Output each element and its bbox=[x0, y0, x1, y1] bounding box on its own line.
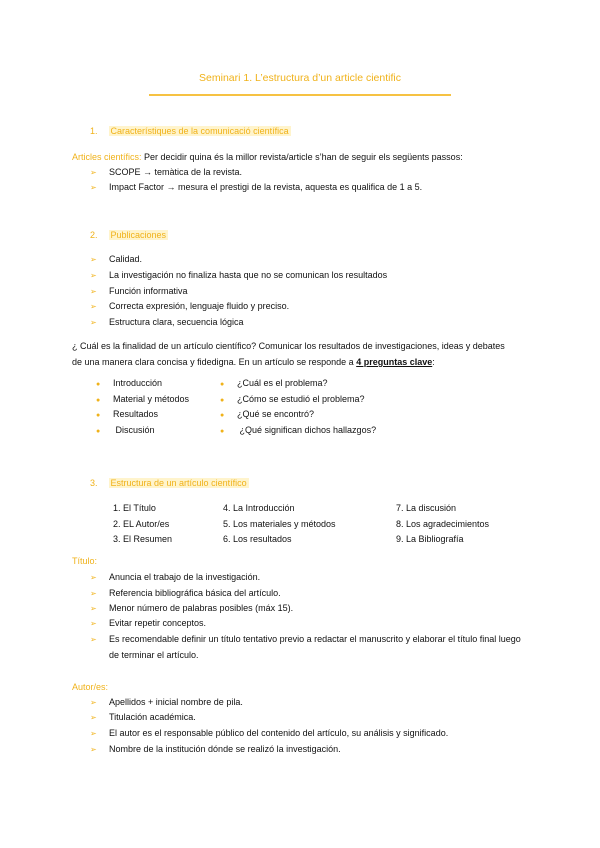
list-item bbox=[96, 425, 155, 435]
arrow-bullet-icon: ➢ bbox=[90, 573, 97, 582]
structure-item: 4. La Introducción bbox=[223, 503, 295, 513]
section-2-heading bbox=[90, 230, 168, 240]
title-underline bbox=[149, 94, 451, 96]
arrow-bullet-icon: ➢ bbox=[90, 635, 97, 644]
list-item bbox=[90, 182, 422, 192]
dot-bullet-icon: ● bbox=[96, 412, 101, 419]
list-item-text: Calidad. bbox=[109, 254, 143, 264]
structure-item: 9. La Bibliografía bbox=[396, 534, 464, 544]
lead-label: Articles científics: bbox=[72, 152, 142, 162]
list-item bbox=[220, 394, 365, 404]
dot-bullet-icon: ● bbox=[220, 381, 225, 388]
lead-text: Per decidir quina és la millor revista/article s’han de seguir els següents passos: bbox=[141, 152, 463, 162]
list-item bbox=[220, 425, 376, 435]
list-item bbox=[220, 409, 314, 419]
list-item bbox=[90, 603, 293, 613]
list-item-text: Titulación académica. bbox=[109, 712, 196, 722]
list-item-text: ¿Cuál es el problema? bbox=[237, 378, 328, 388]
list-item-text: Discusión bbox=[113, 425, 155, 435]
arrow-bullet-icon: ➢ bbox=[90, 168, 97, 177]
document-title: Seminari 1. L’estructura d’un article cientific bbox=[199, 72, 401, 84]
list-item bbox=[90, 618, 206, 628]
section-3-title: Estructura de un artículo científico bbox=[110, 478, 247, 488]
list-item-text: SCOPE → temàtica de la revista. bbox=[109, 167, 243, 177]
arrow-bullet-icon: ➢ bbox=[90, 713, 97, 722]
list-item bbox=[90, 317, 244, 327]
arrow-bullet-icon: ➢ bbox=[90, 745, 97, 754]
arrow-bullet-icon: ➢ bbox=[90, 729, 97, 738]
list-item bbox=[90, 301, 289, 311]
dot-bullet-icon: ● bbox=[96, 397, 101, 404]
structure-item: 7. La discusión bbox=[396, 503, 457, 513]
section-1-lead bbox=[72, 152, 463, 162]
list-item-text: Referencia bibliográfica básica del artículo. bbox=[109, 588, 281, 598]
list-item bbox=[220, 378, 328, 388]
list-item-text: Correcta expresión, lenguaje fluido y preciso. bbox=[109, 301, 290, 311]
dot-bullet-icon: ● bbox=[220, 428, 225, 435]
list-item bbox=[90, 286, 188, 296]
arrow-bullet-icon: ➢ bbox=[90, 287, 97, 296]
arrow-bullet-icon: ➢ bbox=[90, 698, 97, 707]
list-item-continuation: de terminar el artículo. bbox=[109, 650, 199, 660]
structure-item: 2. EL Autor/es bbox=[113, 519, 170, 529]
paragraph-colon: : bbox=[432, 357, 435, 367]
section-3-heading bbox=[90, 478, 249, 488]
list-item bbox=[90, 634, 521, 644]
section-1-heading bbox=[90, 126, 291, 136]
list-item bbox=[90, 167, 242, 177]
list-item bbox=[96, 409, 158, 419]
list-item-text: Es recomendable definir un título tentativo previo a redactar el manuscrito y elaborar el título final luego bbox=[109, 634, 521, 644]
list-item-text: Apellidos + inicial nombre de pila. bbox=[109, 697, 243, 707]
structure-item: 5. Los materiales y métodos bbox=[223, 519, 336, 529]
arrow-bullet-icon: ➢ bbox=[90, 271, 97, 280]
list-item-text: ¿Cómo se estudió el problema? bbox=[237, 394, 365, 404]
section-2-title: Publicaciones bbox=[110, 230, 167, 240]
list-item-text: Nombre de la institución dónde se realizó la investigación. bbox=[109, 744, 341, 754]
autores-label: Autor/es: bbox=[72, 682, 109, 692]
purpose-paragraph-line-2 bbox=[72, 357, 435, 367]
structure-item: 3. El Resumen bbox=[113, 534, 173, 544]
list-item-text: Estructura clara, secuencia lógica bbox=[109, 317, 244, 327]
arrow-bullet-icon: ➢ bbox=[90, 183, 97, 192]
key-questions-emphasis: 4 preguntas clave bbox=[356, 357, 433, 367]
purpose-paragraph-line-1: ¿ Cuál es la finalidad de un artículo científico? Comunicar los resultados de investigaciones, ideas y debates bbox=[72, 341, 505, 351]
arrow-bullet-icon: ➢ bbox=[90, 604, 97, 613]
list-item-text: La investigación no finaliza hasta que no se comunican los resultados bbox=[109, 270, 388, 280]
arrow-bullet-icon: ➢ bbox=[90, 318, 97, 327]
list-item bbox=[90, 270, 387, 280]
arrow-bullet-icon: ➢ bbox=[90, 255, 97, 264]
arrow-bullet-icon: ➢ bbox=[90, 302, 97, 311]
list-item bbox=[96, 378, 162, 388]
list-item bbox=[90, 588, 281, 598]
list-item-text: ¿Qué se encontró? bbox=[237, 409, 315, 419]
dot-bullet-icon: ● bbox=[220, 397, 225, 404]
structure-item: 6. Los resultados bbox=[223, 534, 292, 544]
list-item bbox=[90, 728, 448, 738]
list-item-text: El autor es el responsable público del contenido del artículo, su análisis y significado. bbox=[109, 728, 449, 738]
list-item bbox=[90, 712, 196, 722]
dot-bullet-icon: ● bbox=[220, 412, 225, 419]
titulo-label: Título: bbox=[72, 556, 98, 566]
list-item-text: Material y métodos bbox=[113, 394, 190, 404]
dot-bullet-icon: ● bbox=[96, 428, 101, 435]
list-item-text: Impact Factor → mesura el prestigi de la revista, aquesta es qualifica de 1 a 5. bbox=[109, 182, 423, 192]
list-item-text: ¿Qué significan dichos hallazgos? bbox=[237, 425, 377, 435]
dot-bullet-icon: ● bbox=[96, 381, 101, 388]
list-item bbox=[90, 744, 341, 754]
list-item-text: Evitar repetir conceptos. bbox=[109, 618, 207, 628]
list-item bbox=[96, 394, 189, 404]
paragraph-text: de una manera clara concisa y fidedigna. En un artículo se responde a bbox=[72, 357, 357, 367]
list-item-text: Función informativa bbox=[109, 286, 188, 296]
section-1-number: 1. bbox=[90, 126, 98, 136]
structure-item: 1. El Título bbox=[113, 503, 156, 513]
structure-item: 8. Los agradecimientos bbox=[396, 519, 490, 529]
section-1-title: Característiques de la comunicació científica bbox=[110, 126, 289, 136]
list-item-text: Anuncia el trabajo de la investigación. bbox=[109, 572, 261, 582]
list-item-text: Introducción bbox=[113, 378, 163, 388]
section-2-number: 2. bbox=[90, 230, 98, 240]
list-item-text: Resultados bbox=[113, 409, 159, 419]
arrow-bullet-icon: ➢ bbox=[90, 619, 97, 628]
list-item bbox=[90, 572, 260, 582]
list-item bbox=[90, 697, 243, 707]
section-3-number: 3. bbox=[90, 478, 98, 488]
arrow-bullet-icon: ➢ bbox=[90, 589, 97, 598]
list-item-text: Menor número de palabras posibles (máx 15). bbox=[109, 603, 294, 613]
list-item bbox=[90, 254, 142, 264]
